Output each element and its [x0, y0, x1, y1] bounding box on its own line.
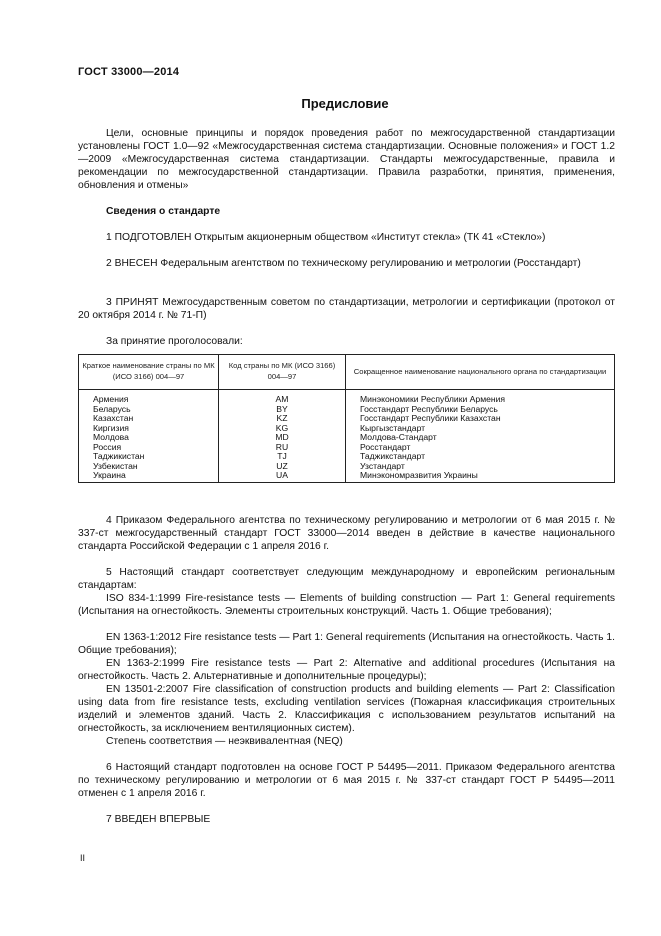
country-code: KG	[219, 424, 346, 434]
document-header: ГОСТ 33000—2014	[78, 66, 180, 78]
table-header-row	[79, 355, 615, 390]
table-row	[79, 443, 615, 453]
item-1: 1 ПОДГОТОВЛЕН Открытым акционерным обществом «Институт стекла» (ТК 41 «Стекло»)	[106, 232, 546, 243]
standards-body: Минэкономики Республики Армения	[346, 390, 615, 405]
item-6: 6 Настоящий стандарт подготовлен на основе ГОСТ Р 54495—2011. Приказом Федерального агентства по техническому регулированию и метрологии от 6 мая 2015 г. № 337-ст стандарт ГОСТ Р 54495—2011 отменен с 1 апреля 2016 г.	[78, 762, 615, 799]
item-5: 5 Настоящий стандарт соответствует следующим международному и европейским региональным стандартам:	[78, 567, 615, 591]
table-header-country: Краткое наименование страны по МК (ИСО 3166) 004—97	[79, 355, 219, 390]
vote-label: За принятие проголосовали:	[106, 336, 243, 347]
item-4: 4 Приказом Федерального агентства по техническому регулированию и метрологии от 6 мая 2015 г. № 337-ст межгосударственный стандарт ГОСТ 33000—2014 введен в действие в качестве национального стандарта Российской Федерации с 1 апреля 2016 г.	[78, 515, 615, 552]
country-name: Таджикистан	[79, 452, 219, 462]
country-code: UA	[219, 471, 346, 482]
country-code: TJ	[219, 452, 346, 462]
country-name: Молдова	[79, 433, 219, 443]
country-code: RU	[219, 443, 346, 453]
table-header-org: Сокращенное наименование национального органа по стандартизации	[346, 355, 615, 390]
table-row	[79, 424, 615, 434]
country-name: Казахстан	[79, 414, 219, 424]
table-header-code: Код страны по МК (ИСО 3166) 004—97	[219, 355, 346, 390]
table-row	[79, 405, 615, 415]
table-row	[79, 414, 615, 424]
item-7: 7 ВВЕДЕН ВПЕРВЫЕ	[106, 814, 211, 825]
table-row	[79, 390, 615, 405]
standard-en-1363-2: EN 1363-2:1999 Fire resistance tests — Part 2: Alternative and additional procedures (Испытания на огнестойкость. Часть 2. Альтернативные и дополнительные процедуры);	[78, 658, 615, 682]
table-row	[79, 433, 615, 443]
intro-paragraph: Цели, основные принципы и порядок проведения работ по межгосударственной стандартизации установлены ГОСТ 1.0—92 «Межгосударственная система стандартизации. Основные положения» и ГОСТ 1.2—2009 «Межгосударственная система стандартизации. Стандарты межгосударственные, правила и рекомендации по межгосударственной стандартизации. Правила разработки, принятия, применения, обновления и отмены»	[78, 128, 615, 191]
country-code: KZ	[219, 414, 346, 424]
country-name: Киргизия	[79, 424, 219, 434]
standards-body: Госстандарт Республики Казахстан	[346, 414, 615, 424]
standards-body: Росстандарт	[346, 443, 615, 453]
standards-body: Молдова-Стандарт	[346, 433, 615, 443]
country-code: BY	[219, 405, 346, 415]
item-2: 2 ВНЕСЕН Федеральным агентством по техническому регулированию и метрологии (Росстандарт)	[106, 258, 581, 269]
standard-iso-834-1: ISO 834-1:1999 Fire-resistance tests — Elements of building construction — Part 1: General requirements (Испытания на огнестойкость. Элементы строительных конструкций. Часть 1. Общие требования);	[78, 593, 615, 617]
standards-body: Узстандарт	[346, 462, 615, 472]
countries-table	[78, 354, 615, 483]
country-name: Узбекистан	[79, 462, 219, 472]
country-name: Россия	[79, 443, 219, 453]
item-3: 3 ПРИНЯТ Межгосударственным советом по стандартизации, метрологии и сертификации (протокол от 20 октября 2014 г. № 71-П)	[78, 297, 615, 321]
standards-body: Госстандарт Республики Беларусь	[346, 405, 615, 415]
table-row	[79, 462, 615, 472]
table-row	[79, 452, 615, 462]
standards-body: Кыргызстандарт	[346, 424, 615, 434]
country-name: Украина	[79, 471, 219, 482]
page-number: II	[80, 853, 86, 863]
info-heading: Сведения о стандарте	[106, 206, 221, 217]
standard-en-1363-1: EN 1363-1:2012 Fire resistance tests — Part 1: General requirements (Испытания на огнестойкость. Часть 1. Общие требования);	[78, 632, 615, 656]
standard-en-13501-2: EN 13501-2:2007 Fire classification of construction products and building elements — Part 2: Classification using data from fire resistance tests, excluding ventilation services (Пожарная классификация строительных изделий и элементов зданий. Часть 2. Классификация с использованием результатов испытаний на огнестойкость, за исключением вентиляционных систем).	[78, 684, 615, 734]
conformity-degree: Степень соответствия — неэквивалентная (NEQ)	[106, 736, 343, 747]
country-name: Армения	[79, 390, 219, 405]
country-code: AM	[219, 390, 346, 405]
country-name: Беларусь	[79, 405, 219, 415]
standards-body: Минэкономразвития Украины	[346, 471, 615, 482]
standards-body: Таджикстандарт	[346, 452, 615, 462]
country-code: UZ	[219, 462, 346, 472]
page-title: Предисловие	[301, 96, 389, 111]
country-code: MD	[219, 433, 346, 443]
table-row	[79, 471, 615, 482]
